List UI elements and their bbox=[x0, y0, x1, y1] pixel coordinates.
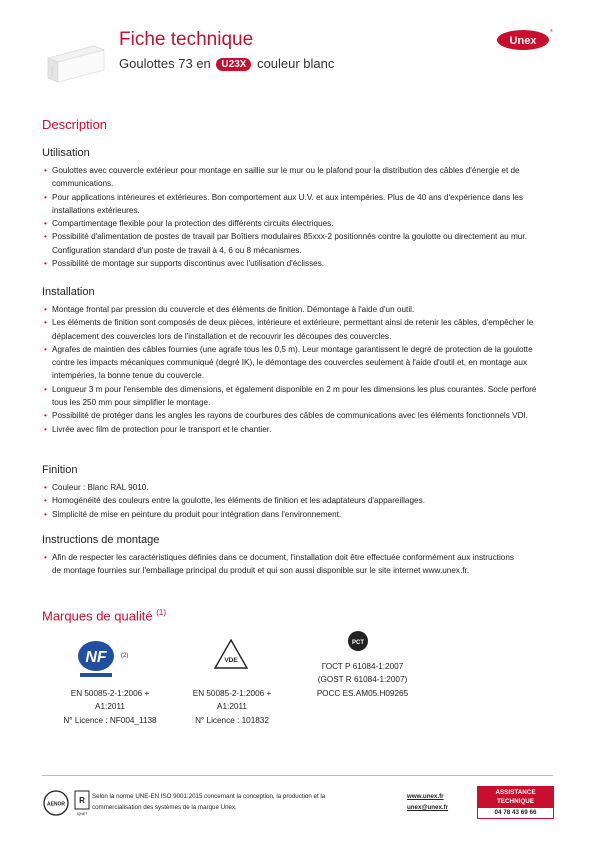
installation-list bbox=[44, 303, 554, 436]
vde-mark-icon bbox=[213, 638, 249, 670]
section-heading-description: Description bbox=[42, 117, 108, 132]
list-item: • Possibilité d'alimentation de postes de travail par Boîtiers modulaires 85xxx-2 positionnés contre la goulotte ou directement au mur. Configuration standard d'un poste de travail à 4, 6 ou 8 mécanismes. bbox=[44, 230, 554, 257]
list-item: • Afin de respecter les caractéristiques définies dans ce document, l'installation doit être effectuée conformément aux instructions de montage fournies sur l'emballage principal du produit et qui son aussi disponible sur le site internet www.unex.fr. bbox=[44, 551, 514, 578]
list-item: • Possibilité de montage sur supports discontinus avec l'utilisation d'éclisses. bbox=[44, 257, 554, 270]
cert-line: A1:2011 bbox=[95, 702, 125, 712]
iqnet-label: IQNET bbox=[76, 812, 88, 816]
list-item: • Agrafes de maintien des câbles fournies (une agrafe tous les 0,5 m). Leur montage garantissent le degré de protection de la goulotte contre les impacts mécaniques communiqué (degré IK), le démontage des couvercles seulement à l'aide d'outil et, en montage aux intempéries, la bonne tenue du couvercle. bbox=[44, 343, 554, 383]
subheading-installation: Installation bbox=[42, 286, 95, 298]
cert-line: EN 50085-2-1:2006 + bbox=[192, 689, 272, 698]
list-item: • Livrée avec film de protection pour le transport et le chantier. bbox=[44, 423, 554, 436]
iso-line: Selon la norme UNE-EN ISO 9001:2015 concernant la conception, la production et la bbox=[92, 793, 326, 800]
svg-text:®: ® bbox=[550, 28, 553, 33]
assistance-header bbox=[478, 787, 553, 808]
list-item: • Les éléments de finition sont composés de deux pièces, intérieure et extérieure, permettant ainsi de retenir les câbles, d'empêcher le déplacement des couvercles lors de l'installation et de recouvrir les découpes des couvercles. bbox=[44, 316, 554, 343]
list-item: • Couleur : Blanc RAL 9010. bbox=[44, 481, 554, 494]
brand-logo bbox=[495, 26, 555, 52]
page-subtitle bbox=[119, 56, 334, 71]
subheading-utilisation: Utilisation bbox=[42, 147, 90, 159]
pct-mark-icon bbox=[347, 630, 369, 652]
cert-vde-text bbox=[172, 687, 292, 727]
aenor-logo-icon bbox=[42, 789, 72, 817]
list-item: • Possibilité de protéger dans les angles les rayons de courbures des câbles de communications avec les éléments fonctionnels VDI. bbox=[44, 409, 554, 422]
assistance-phone: 04 78 43 69 66 bbox=[494, 809, 537, 816]
website-link[interactable]: www.unex.fr bbox=[407, 793, 444, 800]
finition-list bbox=[44, 481, 554, 521]
list-item: • Homogénéité des couleurs entre la goulotte, les éléments de finition et les adaptateurs d'appareillages. bbox=[44, 494, 554, 507]
technical-assistance-box bbox=[477, 786, 554, 819]
iso-statement bbox=[92, 791, 382, 813]
list-item: • Longueur 3 m pour l'ensemble des dimensions, et également disponible en 2 m pour les dimensions les plus courantes. Socle perforé tous les 250 mm pour simplifier le montage. bbox=[44, 383, 554, 410]
subheading-instructions: Instructions de montage bbox=[42, 534, 160, 546]
vde-logo-text: VDE bbox=[224, 657, 238, 664]
nf-mark-icon bbox=[74, 638, 134, 680]
pct-logo-text: PCT bbox=[352, 640, 364, 646]
svg-text:R: R bbox=[79, 796, 85, 805]
list-item: • Goulottes avec couvercle extérieur pour montage en saillie sur le mur ou le plafond pour la distribution des câbles d'énergie et de communications. bbox=[44, 164, 554, 191]
nf-logo-text: NF bbox=[85, 649, 107, 666]
unex-logo-icon bbox=[495, 26, 555, 52]
utilisation-list bbox=[44, 164, 554, 270]
list-item: • Simplicité de mise en peinture du produit pour intégration dans l'environnement. bbox=[44, 508, 554, 521]
subtitle-color-text: couleur blanc bbox=[257, 56, 335, 71]
page-title: Fiche technique bbox=[119, 29, 254, 50]
cert-line: N° Licence : NF004_1138 bbox=[63, 715, 157, 725]
iso-line: commercialisation des systèmes de la marque Unex. bbox=[92, 804, 237, 811]
email-link[interactable]: unex@unex.fr bbox=[407, 804, 449, 811]
cert-line: N° Licence : 101832 bbox=[195, 715, 269, 725]
iqnet-logo-icon bbox=[74, 789, 90, 817]
contact-links bbox=[407, 791, 448, 813]
aenor-label: AENOR bbox=[46, 801, 66, 808]
list-item: • Pour applications intérieures et extérieures. Bon comportement aux U.V. et aux intempéries. Plus de 40 ans d'expérience dans les installations extérieures. bbox=[44, 191, 554, 218]
footer-divider bbox=[42, 775, 553, 776]
brand-name: Unex bbox=[509, 35, 537, 47]
cert-pct-text bbox=[300, 660, 425, 700]
material-badge: U23X bbox=[216, 58, 251, 71]
cert-line: EN 50085-2-1:2006 + bbox=[70, 689, 150, 698]
nf-note: (2) bbox=[121, 653, 129, 659]
cert-nf-text bbox=[50, 687, 170, 727]
assistance-line: TECHNIQUE bbox=[496, 797, 535, 805]
cert-line: (GOST R 61084-1:2007) bbox=[317, 675, 408, 685]
quality-footnote-mark: (1) bbox=[156, 608, 166, 617]
cert-line: РОСС ES.AM05.H09265 bbox=[316, 688, 409, 698]
cert-line: A1:2011 bbox=[217, 702, 247, 712]
list-item: • Montage frontal par pression du couvercle et des éléments de finition. Démontage à l'aide d'un outil. bbox=[44, 303, 554, 316]
quality-heading-text: Marques de qualité bbox=[42, 608, 153, 624]
subtitle-text: Goulottes 73 en bbox=[119, 56, 211, 71]
instructions-list bbox=[44, 551, 514, 578]
section-heading-quality bbox=[42, 608, 166, 623]
product-image bbox=[44, 44, 106, 84]
subheading-finition: Finition bbox=[42, 464, 78, 476]
cert-line: ГОСТ Р 61084-1:2007 bbox=[321, 662, 404, 671]
list-item: • Compartimentage flexible pour la protection des différents circuits électriques. bbox=[44, 217, 554, 230]
assistance-line: ASSISTANCE bbox=[495, 789, 536, 796]
